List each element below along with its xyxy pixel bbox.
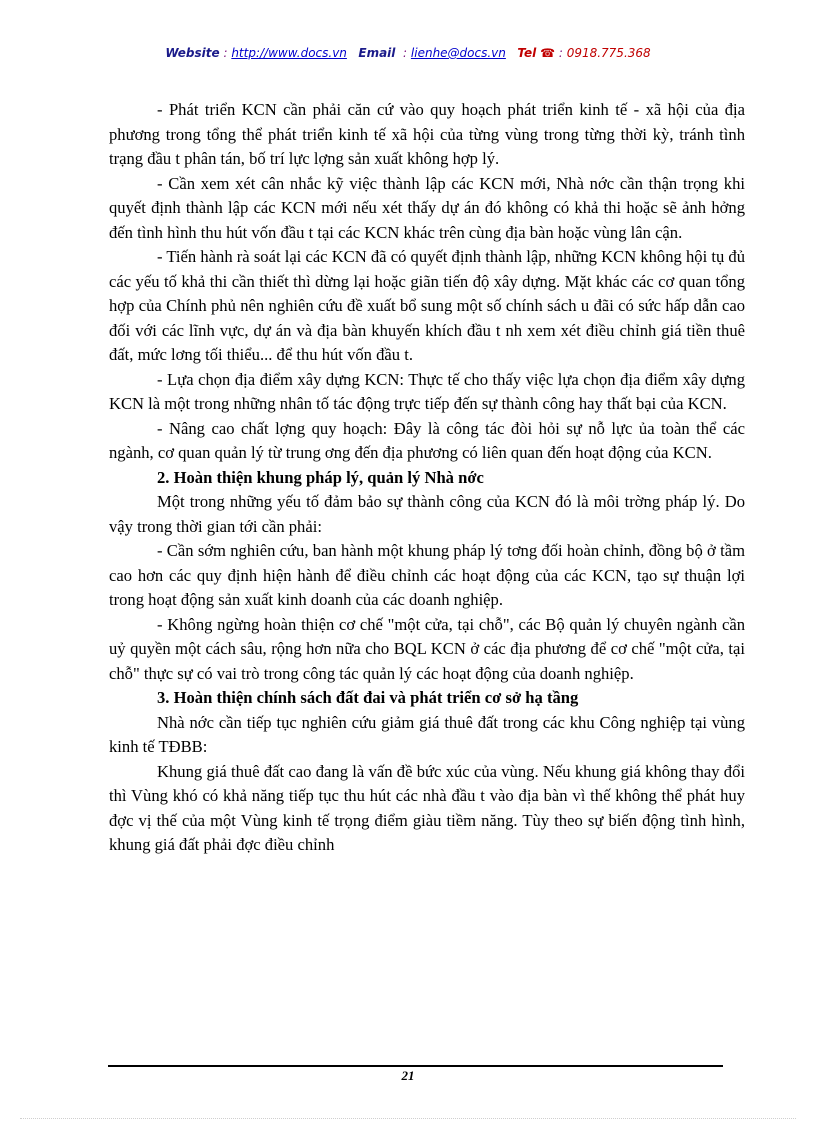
paragraph: Một trong những yếu tố đảm bảo sự thành công của KCN đó là môi trờng pháp lý. Do vậy trong thời gian tới cần phải: xyxy=(109,492,745,536)
section-heading: 3. Hoàn thiện chính sách đất đai và phát triển cơ sở hạ tầng xyxy=(157,688,579,707)
document-body xyxy=(109,98,745,858)
phone-icon: ☎ xyxy=(540,46,556,60)
section-heading: 2. Hoàn thiện khung pháp lý, quản lý Nhà nớc xyxy=(157,467,484,487)
paragraph: Nhà nớc cần tiếp tục nghiên cứu giảm giá thuê đất trong các khu Công nghiệp tại vùng kinh tế TĐBB: xyxy=(109,712,745,756)
paragraph: - Cần sớm nghiên cứu, ban hành một khung pháp lý tơng đối hoàn chỉnh, đồng bộ ở tầm cao hơn các quy định hiện hành để điều chỉnh các hoạt động của các KCN, tạo sự thuận lợi trong hoạt động sản xuất kinh doanh của các doanh nghiệp. xyxy=(109,541,745,609)
page-edge-dots xyxy=(20,1118,796,1119)
page-number: 21 xyxy=(401,1068,415,1083)
paragraph: - Phát triển KCN cần phải căn cứ vào quy hoạch phát triển kinh tế - xã hội của địa phương trong tổng thể phát triển kinh tế xã hội của từng vùng trong từng thời kỳ, tránh tình trạng đầu t phân tán, bố trí lực lợng sản xuất không hợp lý. xyxy=(109,100,745,168)
paragraph: - Nâng cao chất lợng quy hoạch: Đây là công tác đòi hỏi sự nỗ lực ủa toàn thể các ngành, cơ quan quản lý từ trung ơng đến địa phương có liên quan đến hoạt động của KCN. xyxy=(109,418,745,462)
email-link[interactable]: lienhe@docs.vn xyxy=(410,46,506,60)
paragraph: - Tiến hành rà soát lại các KCN đã có quyết định thành lập, những KCN không hội tụ đủ các yếu tố khả thi cần thiết thì dừng lại hoặc giãn tiến độ xây dựng. Mặt khác các cơ quan tổng hợp của Chính phủ nên nghiên cứu đề xuất bổ sung một số chính sách u đãi có sức hấp dẫn cao đối với các lĩnh vực, dự án và địa bàn khuyến khích đầu t nh xem xét điều chỉnh giá tiền thuê đất, mức lơng tối thiểu... để thu hút vốn đầu t. xyxy=(109,247,745,364)
website-link[interactable]: http://www.docs.vn xyxy=(231,46,347,60)
paragraph: - Lựa chọn địa điểm xây dựng KCN: Thực tế cho thấy việc lựa chọn địa điểm xây dựng KCN là một trong những nhân tố tác động trực tiếp đến sự thành công hay thất bại của KCN. xyxy=(109,369,745,413)
email-label: Email xyxy=(358,46,396,60)
website-label: Website xyxy=(165,46,220,60)
phone-number: 0918.775.368 xyxy=(566,46,651,60)
paragraph: - Không ngừng hoàn thiện cơ chế "một cửa, tại chỗ", các Bộ quản lý chuyên ngành cần uỷ quyền một cách sâu, rộng hơn nữa cho BQL KCN ở các địa phương để cơ chế "một cửa, tại chỗ" thực sự có vai trò trong công tác quản lý các hoạt động của doanh nghiệp. xyxy=(109,614,745,683)
paragraph: Khung giá thuê đất cao đang là vấn đề bức xúc của vùng. Nếu khung giá không thay đổi thì Vùng khó có khả năng tiếp tục thu hút các nhà đầu t vào địa bàn vì thế không thể phát huy đợc vị thế của một Vùng kinh tế trọng điểm giàu tiềm năng. Tùy theo sự biến động tình hình, khung giá đất phải đợc điều chỉnh xyxy=(109,761,745,854)
paragraph: - Cần xem xét cân nhắc kỹ việc thành lập các KCN mới, Nhà nớc cần thận trọng khi quyết định thành lập các KCN mới nếu xét thấy dự án đó không có khả thi hoặc sẽ ảnh hởng đến tình hình thu hút vốn đầu t tại các KCN khác trên cùng địa bàn hoặc vùng lân cận. xyxy=(109,173,745,242)
tel-label: Tel xyxy=(517,46,537,60)
footer-divider xyxy=(108,1065,723,1067)
page-header: Website : http://www.docs.vn Email : lienhe@docs.vn Tel ☎ : 0918.775.368 xyxy=(165,46,651,60)
